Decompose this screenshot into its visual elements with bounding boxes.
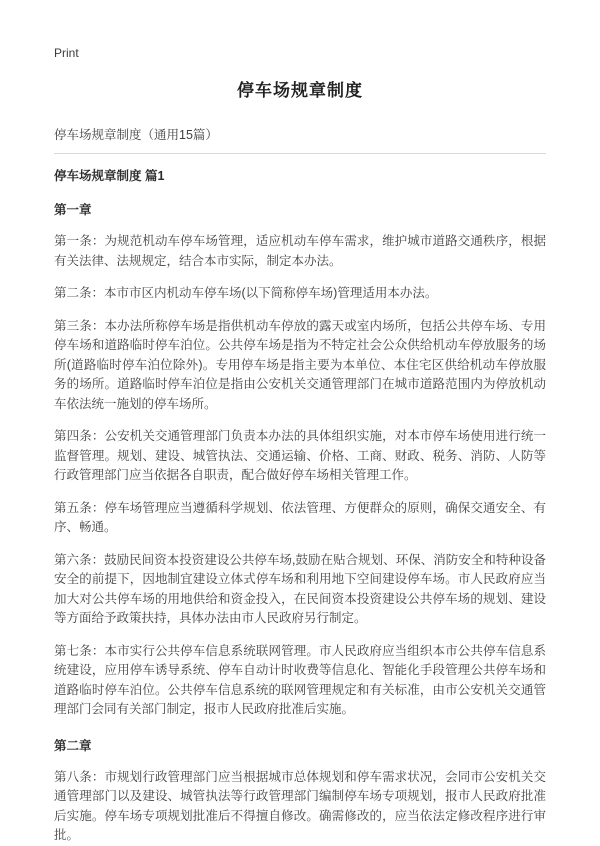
section-heading-part1: 停车场规章制度 篇1 <box>54 169 165 183</box>
chapter-2-heading: 第二章 <box>54 738 92 753</box>
article-7: 第七条：本市实行公共停车信息系统联网管理。市人民政府应当组织本市公共停车信息系统建设，应用停车诱导系统、停车自动计时收费等信息化、智能化手段管理公共停车场和道路临时停车泊位。公共停车信息系统的联网管理规定和有关标准，由市公安机关交通管理部门会同有关部门制定，报市人民政府批准后实施。 <box>54 643 546 716</box>
article-5: 第五条：停车场管理应当遵循科学规划、依法管理、方便群众的原则，确保交通安全、有序、畅通。 <box>54 500 546 534</box>
article-1: 第一条：为规范机动车停车场管理，适应机动车停车需求，维护城市道路交通秩序，根据有关法律、法规规定，结合本市实际，制定本办法。 <box>54 234 546 268</box>
article-2: 第二条：本市市区内机动车停车场(以下简称停车场)管理适用本办法。 <box>54 286 438 300</box>
chapter-1-heading: 第一章 <box>54 203 92 217</box>
article-4: 第四条：公安机关交通管理部门负责本办法的具体组织实施，对本市停车场使用进行统一监督管理。规划、建设、城管执法、交通运输、价格、工商、财政、税务、消防、人防等行政管理部门应当依据各自职责，配合做好停车场相关管理工作。 <box>54 429 546 482</box>
article-6: 第六条：鼓励民间资本投资建设公共停车场,鼓励在贴合规划、环保、消防安全和特种设备安全的前提下，因地制宜建设立体式停车场和利用地下空间建设停车场。市人民政府应当加大对公共停车场的用地供给和资金投入，在民间资本投资建设公共停车场的规划、建设等方面给予政策扶持，具体办法由市人民政府另行制定。 <box>54 552 546 625</box>
article-8: 第八条：市规划行政管理部门应当根据城市总体规划和停车需求状况，会同市公安机关交通管理部门以及建设、城管执法等行政管理部门编制停车场专项规划，报市人民政府批准后实施。停车场专项规划批准后不得擅自修改。确需修改的，应当依法定修改程序进行审批。 <box>54 769 546 842</box>
article-3: 第三条：本办法所称停车场是指供机动车停放的露天或室内场所，包括公共停车场、专用停车场和道路临时停车泊位。公共停车场是指为不特定社会公众供给机动车停放服务的场所(道路临时停车泊位除外)。专用停车场是指主要为本单位、本住宅区供给机动车停放服务的场所。道路临时停车泊位是指由公安机关交通管理部门在城市道路范围内为停放机动车依法统一施划的停车场所。 <box>54 318 546 411</box>
document-subtitle: 停车场规章制度（通用15篇） <box>54 128 218 142</box>
document-title: 停车场规章制度 <box>237 81 363 100</box>
subtitle-divider <box>54 153 546 154</box>
print-button[interactable]: Print <box>54 46 79 60</box>
